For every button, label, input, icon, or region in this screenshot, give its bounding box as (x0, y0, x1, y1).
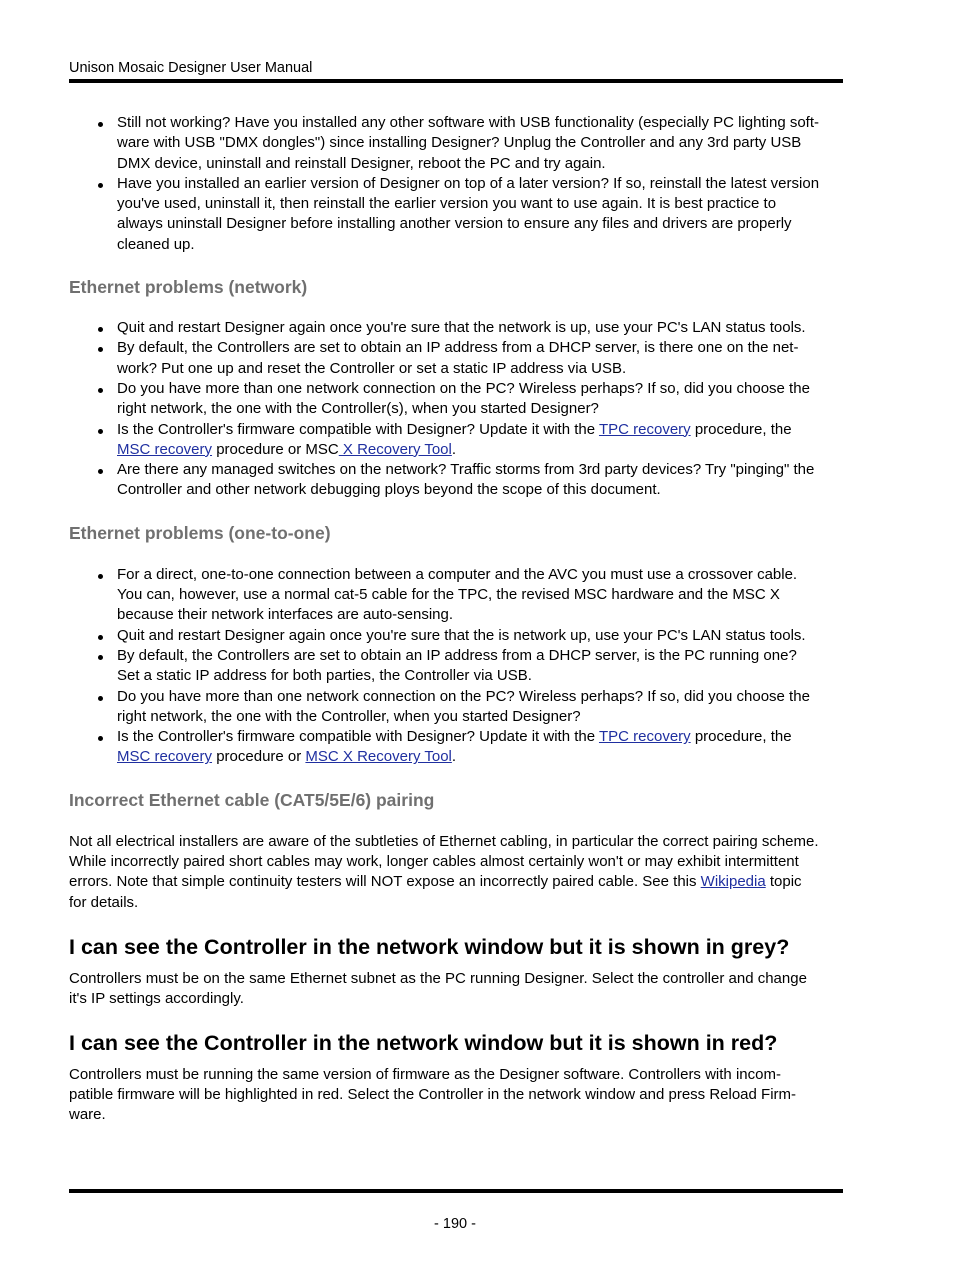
tpc-recovery-link[interactable]: TPC recovery (598, 728, 691, 746)
usb-troubleshooting-list (69, 113, 854, 255)
msc-x-recovery-tool-link[interactable]: MSC X Recovery Tool (305, 748, 452, 766)
section-heading-cable-pairing: Incorrect Ethernet cable (CAT5/5E/6) pairing (69, 789, 435, 810)
tpc-recovery-link[interactable]: TPC recovery (598, 420, 691, 438)
msc-recovery-link[interactable]: MSC recovery (117, 440, 213, 458)
page-number: - 190 - (434, 1216, 476, 1232)
list-item: Is the Controller's firmware compatible with Designer? Update it with the TPC recovery procedure, the MSC recovery procedure or MSC X Recovery Tool. (69, 727, 854, 768)
running-header: Unison Mosaic Designer User Manual (69, 60, 313, 76)
list-item: By default, the Controllers are set to obtain an IP address from a DHCP server, is there one on the net- work? Put one up and reset the Controller or set a static IP address via USB. (69, 338, 854, 379)
msc-x-recovery-tool-link[interactable]: X Recovery Tool (338, 440, 452, 458)
list-item: Have you installed an earlier version of Designer on top of a later version? If so, reinstall the latest version you've used, uninstall it, then reinstall the earlier version you want to use again. It is best practice to always uninstall Designer before installing another version to ensure any files and drivers are properly cleaned up. (69, 174, 854, 255)
controller-grey-paragraph: Controllers must be on the same Ethernet subnet as the PC running Designer. Select the controller and change it's IP settings accordingly. (69, 969, 807, 1008)
list-item: Quit and restart Designer again once you're sure that the is network up, use your PC's LAN status tools. (69, 626, 854, 646)
page-content (69, 113, 854, 1125)
list-item: Do you have more than one network connection on the PC? Wireless perhaps? If so, did you choose the right network, the one with the Controller, when you started Designer? (69, 687, 854, 728)
section-heading-one-to-one: Ethernet problems (one-to-one) (69, 522, 331, 543)
list-item: Do you have more than one network connection on the PC? Wireless perhaps? If so, did you choose the right network, the one with the Controller(s), when you started Designer? (69, 379, 854, 420)
cable-pairing-paragraph: Not all electrical installers are aware of the subtleties of Ethernet cabling, in particular the correct pairing scheme. While incorrectly paired short cables may work, longer cables almost certainly won't or may exhibit intermittent errors. Note that simple continuity testers will NOT expose an incorrectly paired cable. See this Wikipedia topic for details. (69, 832, 819, 911)
list-item: Is the Controller's firmware compatible with Designer? Update it with the TPC recovery procedure, the MSC recovery procedure or MSC X Recovery Tool. (69, 420, 854, 461)
heading-controller-grey: I can see the Controller in the network window but it is shown in grey? (69, 934, 790, 959)
section-heading-network: Ethernet problems (network) (69, 277, 308, 298)
list-item: For a direct, one-to-one connection between a computer and the AVC you must use a crossover cable. You can, however, use a normal cat-5 cable for the TPC, the revised MSC hardware and the MSC X because their network interfaces are auto-sensing. (69, 565, 854, 626)
header-rule (69, 79, 843, 83)
msc-recovery-link[interactable]: MSC recovery (117, 748, 213, 766)
list-item: Still not working? Have you installed any other software with USB functionality (especially PC lighting soft- ware with USB "DMX dongles") since installing Designer? Unplug the Controller and any 3rd party USB DMX device, uninstall and reinstall Designer, reboot the PC and try again. (69, 113, 854, 174)
list-item: Are there any managed switches on the network? Traffic storms from 3rd party devices? Try "pinging" the Controller and other network debugging ploys beyond the scope of this document. (69, 460, 854, 501)
list-item: By default, the Controllers are set to obtain an IP address from a DHCP server, is the PC running one? Set a static IP address for both parties, the Controller via USB. (69, 646, 854, 687)
controller-red-paragraph: Controllers must be running the same version of firmware as the Designer software. Controllers with incom- patible firmware will be highlighted in red. Select the Controller in the network window and press Reload Firm- ware. (69, 1065, 797, 1124)
footer-rule (69, 1189, 843, 1193)
list-item: Quit and restart Designer again once you're sure that the network is up, use your PC's LAN status tools. (69, 318, 854, 338)
one-to-one-troubleshooting-list (69, 565, 854, 768)
network-troubleshooting-list (69, 318, 854, 501)
wikipedia-link[interactable]: Wikipedia (700, 873, 766, 891)
heading-controller-red: I can see the Controller in the network window but it is shown in red? (69, 1030, 778, 1055)
